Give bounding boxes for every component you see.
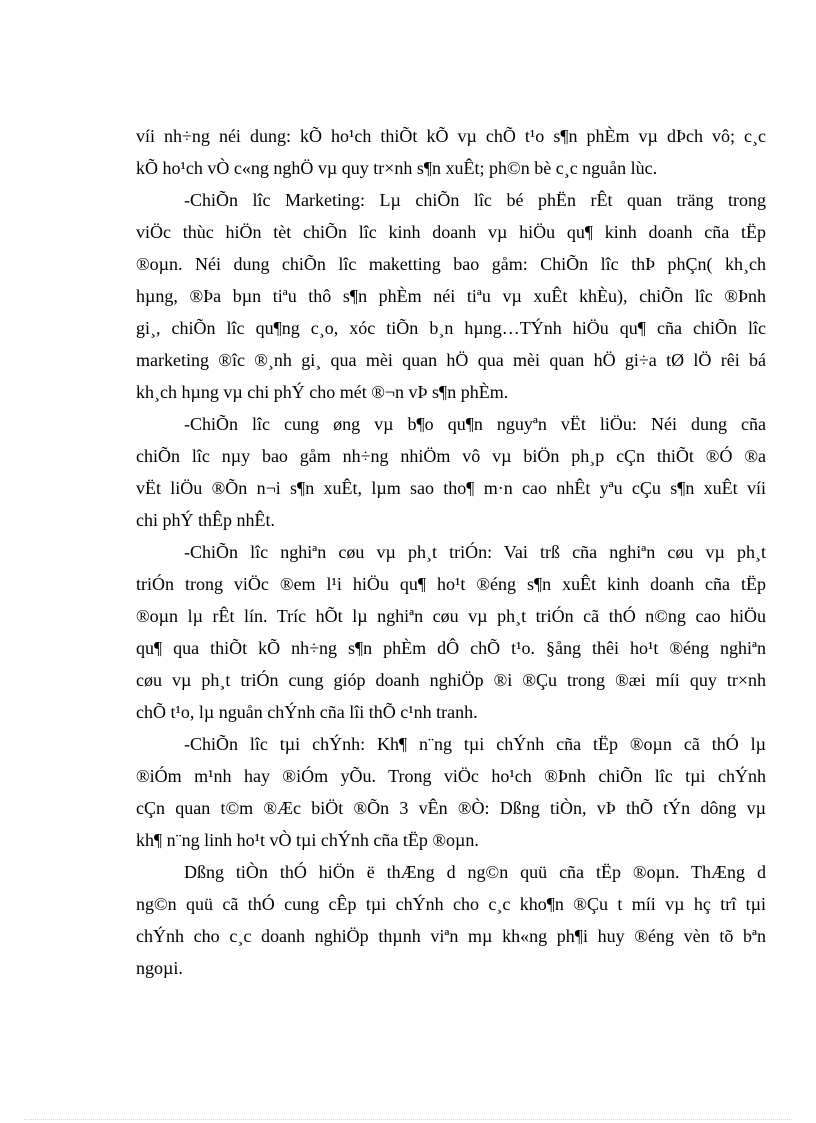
body-text-line: -ChiÕn lîc Marketing: Lµ chiÕn lîc bé phËn rÊt quan träng trong: [184, 190, 766, 210]
body-text-line: Dßng tiÒn thÓ hiÖn ë thÆng d ng©n quü cña tËp ®oµn. ThÆng d: [184, 862, 766, 882]
body-text-line: kh¶ n¨ng linh ho¹t vÒ tµi chÝnh cña tËp ®oµn.: [136, 830, 479, 850]
document-body: [136, 120, 766, 984]
body-text-line: chÝnh cho c¸c doanh nghiÖp thµnh viªn mµ kh«ng ph¶i huy ®éng vèn tõ bªn: [136, 926, 766, 946]
body-text-line: cÇn quan t©m ®Æc biÖt ®Õn 3 vÊn ®Ò: Dßng tiÒn, vÞ thÕ tÝn dông vµ: [136, 798, 766, 818]
body-text-line: -ChiÕn lîc tµi chÝnh: Kh¶ n¨ng tµi chÝnh cña tËp ®oµn cã thÓ lµ: [184, 734, 766, 754]
body-text-line: ®oµn lµ rÊt lín. Tríc hÕt lµ nghiªn cøu vµ ph¸t triÓn cã thÓ n©ng cao hiÖu: [136, 606, 766, 626]
body-text-line: kh¸ch hµng vµ chi phÝ cho mét ®¬n vÞ s¶n phÈm.: [136, 382, 509, 402]
body-text-line: hµng, ®Þa bµn tiªu thô s¶n phÈm néi tiªu vµ xuÊt khÈu), chiÕn lîc ®Þnh: [136, 286, 766, 306]
body-text-line: ®oµn. Néi dung chiÕn lîc maketting bao gåm: ChiÕn lîc thÞ phÇn( kh¸ch: [136, 254, 766, 274]
body-text-line: chi phÝ thÊp nhÊt.: [136, 510, 275, 530]
body-text-line: ngoµi.: [136, 958, 183, 978]
body-text-line: ng©n quü cã thÓ cung cÊp tµi chÝnh cho c¸c kho¶n ®Çu t míi vµ hç trî tµi: [136, 894, 766, 914]
body-text-line: -ChiÕn lîc nghiªn cøu vµ ph¸t triÓn: Vai trß cña nghiªn cøu vµ ph¸t: [184, 542, 766, 562]
page-bottom-rule: [24, 1119, 792, 1120]
body-text-line: -ChiÕn lîc cung øng vµ b¶o qu¶n nguyªn vËt liÖu: Néi dung cña: [184, 414, 766, 434]
body-text-line: chiÕn lîc nµy bao gåm nh÷ng nhiÖm vô vµ biÖn ph¸p cÇn thiÕt ®Ó ®a: [136, 446, 766, 466]
body-text-line: kÕ ho¹ch vÒ c«ng nghÖ vµ quy tr×nh s¶n xuÊt; ph©n bè c¸c nguån lùc.: [136, 158, 658, 178]
body-text-line: viÖc thùc hiÖn tèt chiÕn lîc kinh doanh vµ hiÖu qu¶ kinh doanh cña tËp: [136, 222, 766, 242]
body-text-line: cøu vµ ph¸t triÓn cung gióp doanh nghiÖp ®i ®Çu trong ®æi míi quy tr×nh: [136, 670, 766, 690]
body-text-line: gi¸, chiÕn lîc qu¶ng c¸o, xóc tiÕn b¸n hµng…TÝnh hiÖu qu¶ cña chiÕn lîc: [136, 318, 766, 338]
body-text-line: vËt liÖu ®Õn n¬i s¶n xuÊt, lµm sao tho¶ m·n cao nhÊt yªu cÇu s¶n xuÊt víi: [136, 478, 766, 498]
body-text-line: ®iÓm m¹nh hay ®iÓm yÕu. Trong viÖc ho¹ch ®Þnh chiÕn lîc tµi chÝnh: [136, 766, 766, 786]
body-text-line: víi nh÷ng néi dung: kÕ ho¹ch thiÕt kÕ vµ chÕ t¹o s¶n phÈm vµ dÞch vô; c¸c: [136, 126, 766, 146]
body-text-line: chÕ t¹o, lµ nguån chÝnh cña lîi thÕ c¹nh tranh.: [136, 702, 478, 722]
body-text-line: marketing ®îc ®¸nh gi¸ qua mèi quan hÖ qua mèi quan hÖ gi÷a tØ lÖ rêi bá: [136, 350, 766, 370]
body-text-line: qu¶ qua thiÕt kÕ nh÷ng s¶n phÈm dÔ chÕ t¹o. §ång thêi ho¹t ®éng nghiªn: [136, 638, 766, 658]
body-text-line: triÓn trong viÖc ®em l¹i hiÖu qu¶ ho¹t ®éng s¶n xuÊt kinh doanh cña tËp: [136, 574, 766, 594]
